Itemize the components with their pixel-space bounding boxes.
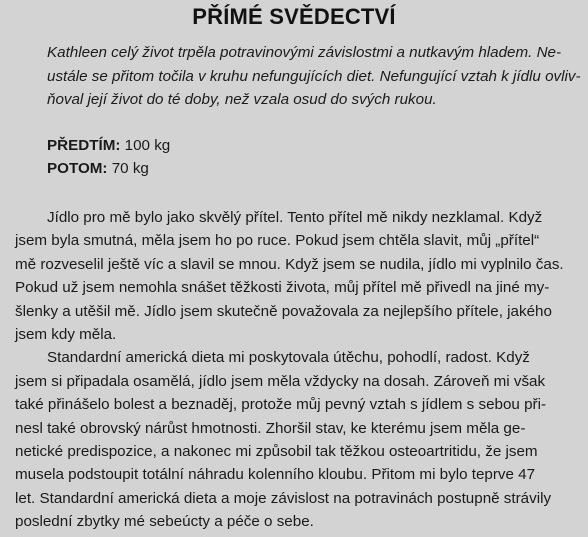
paragraph-line: nesl také obrovský nárůst hmotnosti. Zhoršil stav, ke kterému jsem měla ge- (15, 419, 526, 437)
paragraph-line: jsem byla smutná, měla jsem ho po ruce. Pokud jsem chtěla slavit, můj „přítel“ (15, 232, 540, 250)
weight-after-row (47, 157, 170, 180)
page-title: PŘÍMÉ SVĚDECTVÍ (192, 4, 396, 29)
intro-line: Kathleen celý život trpěla potravinovými závislostmi a nutkavým hladem. Ne- (47, 44, 562, 61)
paragraph-line: Jídlo pro mě bylo jako skvělý přítel. Tento přítel mě nikdy nezklamal. Když (47, 209, 543, 226)
paragraph-line: musela podstoupit totální náhradu kolenního kloubu. Přitom mi bylo teprve 47 (15, 466, 536, 484)
weight-after-label: POTOM: (47, 160, 108, 177)
paragraph-line: šlenky a utěšil mě. Jídlo jsem skutečně považovala za nejlepšího přítele, jakého (15, 302, 552, 320)
weight-after-value: 70 kg (111, 160, 149, 177)
paragraph-line: také přinášelo bolest a beznaděj, protože můj pevný vztah s jídlem s sebou při- (15, 396, 547, 414)
intro-paragraph (47, 41, 581, 112)
paragraph-line: let. Standardní americká dieta a moje závislost na potravinách postupně strávily (15, 489, 552, 507)
intro-line: ňoval její život do té doby, než vzala osud do svých rukou. (47, 91, 437, 108)
paragraph-1 (15, 206, 569, 346)
paragraph-line: poslední zbytky mé sebeúcty a péče o sebe. (15, 513, 314, 531)
paragraph-line: netické predispozice, a nakonec mi způsobil tak těžkou osteoartritidu, že jsem (15, 443, 538, 461)
paragraph-line: jsem kdy měla. (15, 326, 117, 344)
weight-before-row (47, 134, 170, 157)
body-text (15, 206, 569, 534)
paragraph-line: Pokud už jsem nemohla snášet těžkosti života, můj přítel mě přivedl na jiné my- (15, 279, 550, 297)
weight-before-label: PŘEDTÍM: (47, 137, 121, 154)
paragraph-2 (15, 346, 569, 533)
paragraph-line: mě rozveselil ještě víc a slavil se mnou. Když jsem se nudila, jídlo mi vyplnilo čas. (15, 255, 564, 273)
paragraph-line: jsem si připadala osamělá, jídlo jsem měla vždycky na dosah. Zároveň mi však (15, 372, 546, 390)
weight-stats (47, 134, 170, 180)
paragraph-line: Standardní americká dieta mi poskytovala útěchu, pohodlí, radost. Když (47, 349, 530, 367)
intro-line: ustále se přitom točila v kruhu nefungujících diet. Nefungující vztah k jídlu ovliv- (47, 67, 581, 85)
weight-before-value: 100 kg (124, 137, 171, 154)
